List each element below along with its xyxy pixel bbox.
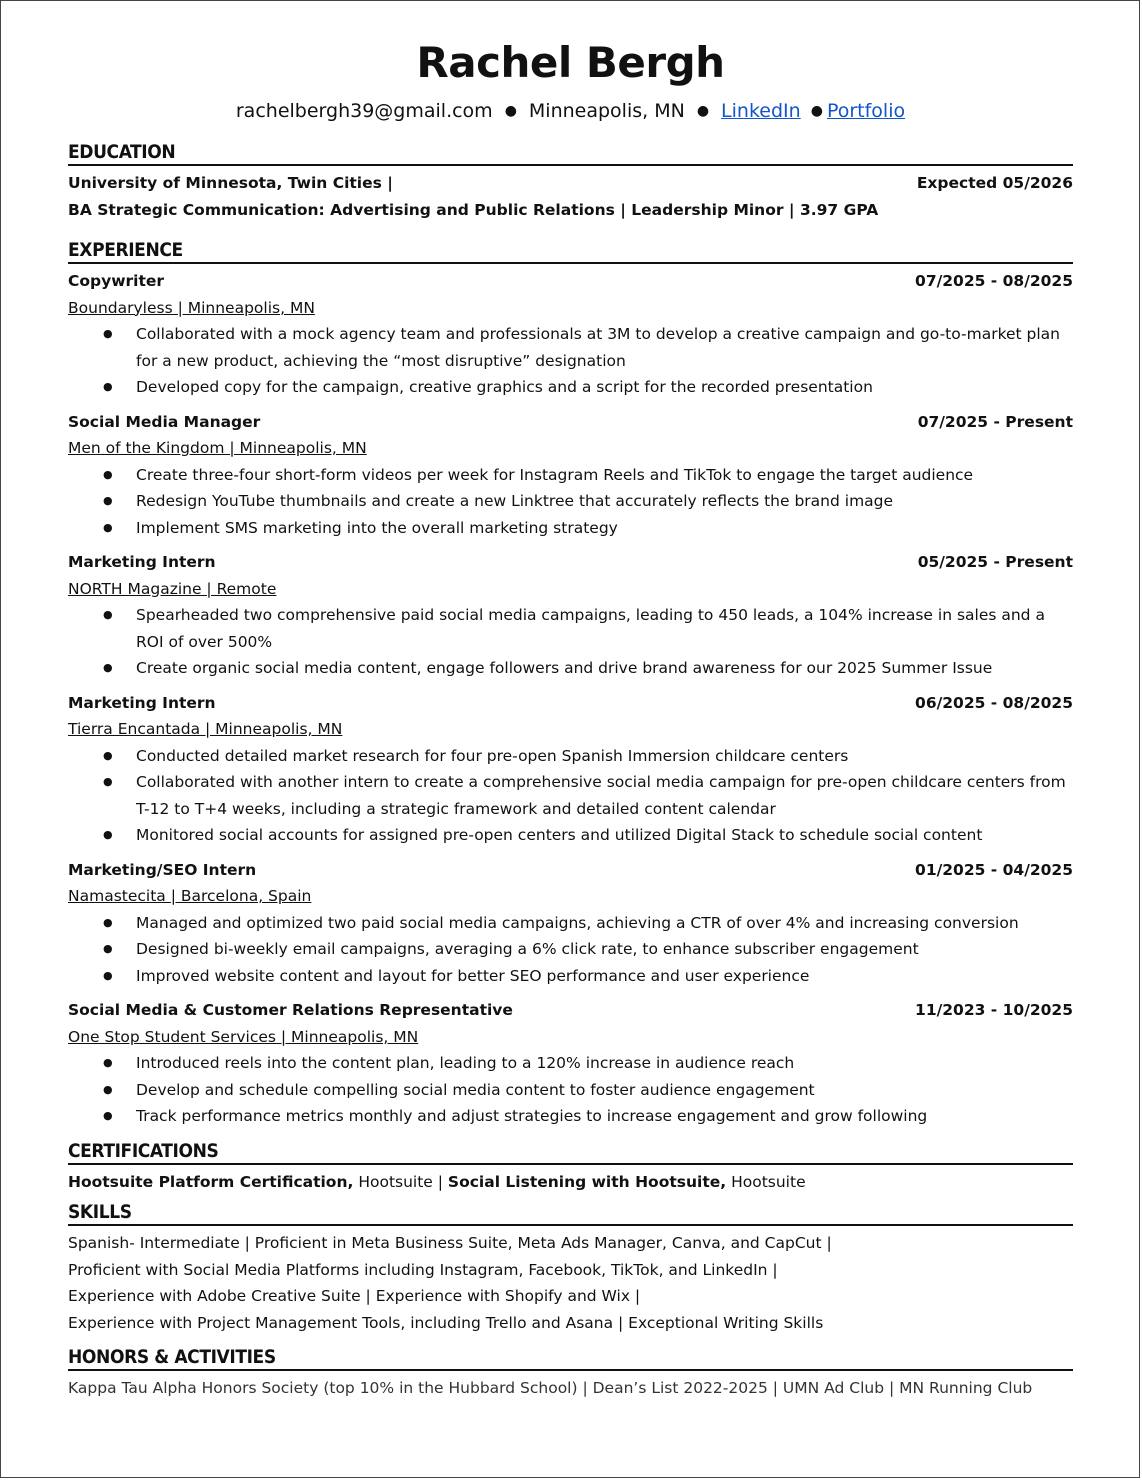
job-bullets [68,462,1073,542]
bullet-item: ● Designed bi-weekly email campaigns, averaging a 6% click rate, to enhance subscriber engagement [136,936,1073,963]
skills-list [68,1230,1073,1336]
education-heading: EDUCATION [68,141,1073,166]
job-title: Marketing Intern [68,693,216,712]
bullet-item: ● Implement SMS marketing into the overall marketing strategy [136,515,1073,542]
bullet-item: ● Spearheaded two comprehensive paid social media campaigns, leading to 450 leads, a 104% increase in sales and a ROI of over 500% [136,602,1073,655]
portfolio-link[interactable]: Portfolio [826,100,906,122]
experience-list [68,268,1073,1130]
bullet-item: ● Monitored social accounts for assigned pre-open centers and utilized Digital Stack to schedule social content [136,822,1073,849]
job-entry [68,690,1073,849]
degree: BA Strategic Communication: Advertising and Public Relations | Leadership Minor | 3.97 GPA [68,200,879,219]
school-name: University of Minnesota, Twin Cities | [68,174,393,192]
job-dates: 07/2025 - Present [917,412,1073,431]
cert-name: Social Listening with Hootsuite, [447,1172,727,1191]
job-organization: Tierra Encantada | Minneapolis, MN [68,720,343,738]
job-entry [68,857,1073,990]
job-header [68,409,1073,436]
candidate-name: Rachel Bergh [416,38,725,87]
job-bullets [68,602,1073,682]
cert-issuer: Hootsuite | [353,1172,448,1191]
skills-line: Experience with Project Management Tools, including Trello and Asana | Exceptional Writing Skills [68,1313,824,1332]
job-header [68,268,1073,295]
job-bullets [68,321,1073,401]
cert-name: Hootsuite Platform Certification, [68,1172,354,1191]
job-dates: 11/2023 - 10/2025 [915,1001,1073,1019]
bullet-item: ● Improved website content and layout for better SEO performance and user experience [136,963,1073,990]
bullet-item: ● Developed copy for the campaign, creative graphics and a script for the recorded presentation [136,374,1073,401]
job-entry [68,268,1073,401]
job-dates: 05/2025 - Present [917,553,1073,571]
bullet-item: ● Collaborated with a mock agency team and professionals at 3M to develop a creative campaign and go-to-market plan for a new product, achieving the “most disruptive” designation [136,321,1073,374]
location: Minneapolis, MN [528,100,685,122]
skills-line: Spanish- Intermediate | Proficient in Meta Business Suite, Meta Ads Manager, Canva, and CapCut | [68,1234,832,1252]
honors-line: Kappa Tau Alpha Honors Society (top 10% in the Hubbard School) | Dean’s List 2022-2025 | UMN Ad Club | MN Running Club [68,1379,1033,1397]
bullet-item: ● Managed and optimized two paid social media campaigns, achieving a CTR of over 4% and increasing conversion [136,910,1073,937]
skills-heading: SKILLS [68,1201,1073,1226]
cert-issuer: Hootsuite [726,1172,806,1191]
job-title: Social Media Manager [68,412,261,431]
bullet-item: ● Create organic social media content, engage followers and drive brand awareness for our 2025 Summer Issue [136,655,1073,682]
job-header [68,857,1073,884]
separator: ● [696,103,710,119]
bullet-item: ● Track performance metrics monthly and adjust strategies to increase engagement and grow following [136,1103,1073,1130]
contact-line [68,99,1073,123]
job-title: Marketing/SEO Intern [68,860,257,879]
job-dates: 07/2025 - 08/2025 [915,272,1073,290]
education-row [68,170,1073,197]
job-dates: 01/2025 - 04/2025 [915,860,1073,879]
skills-line: Experience with Adobe Creative Suite | Experience with Shopify and Wix | [68,1287,641,1305]
honors-heading: HONORS & ACTIVITIES [68,1346,1073,1371]
job-entry [68,997,1073,1130]
job-organization: NORTH Magazine | Remote [68,579,277,598]
job-title: Copywriter [68,272,165,290]
job-header [68,549,1073,576]
education-date: Expected 05/2026 [916,174,1073,192]
separator: ● [504,103,517,119]
certifications-line [68,1169,1073,1196]
bullet-item: ● Develop and schedule compelling social media content to foster audience engagement [136,1077,1073,1104]
bullet-item: ● Redesign YouTube thumbnails and create a new Linktree that accurately reflects the brand image [136,488,1073,515]
bullet-item: ● Create three-four short-form videos per week for Instagram Reels and TikTok to engage the target audience [136,462,1073,489]
bullet-item: ● Introduced reels into the content plan, leading to a 120% increase in audience reach [136,1050,1073,1077]
job-bullets [68,743,1073,849]
job-title: Social Media & Customer Relations Representative [68,1001,513,1019]
job-bullets [68,910,1073,990]
job-entry [68,549,1073,682]
job-organization: Men of the Kingdom | Minneapolis, MN [68,439,367,457]
certifications-heading: CERTIFICATIONS [68,1140,1073,1165]
job-title: Marketing Intern [68,553,216,571]
skills-line: Proficient with Social Media Platforms including Instagram, Facebook, TikTok, and LinkedIn | [68,1260,778,1279]
job-bullets [68,1050,1073,1130]
experience-heading: EXPERIENCE [68,239,1073,264]
email: rachelbergh39@gmail.com [235,100,493,122]
job-entry [68,409,1073,542]
job-organization: Boundaryless | Minneapolis, MN [68,298,315,317]
bullet-item: ● Conducted detailed market research for four pre-open Spanish Immersion childcare centers [136,743,1073,770]
separator: ● [810,103,823,119]
job-header [68,690,1073,717]
job-dates: 06/2025 - 08/2025 [915,693,1073,712]
job-organization: Namastecita | Barcelona, Spain [68,887,312,905]
job-header [68,997,1073,1024]
bullet-item: ● Collaborated with another intern to create a comprehensive social media campaign for pre-open childcare centers from T-12 to T+4 weeks, including a strategic framework and detailed content calendar [136,769,1073,822]
job-organization: One Stop Student Services | Minneapolis, MN [68,1027,419,1046]
linkedin-link[interactable]: LinkedIn [721,100,801,122]
